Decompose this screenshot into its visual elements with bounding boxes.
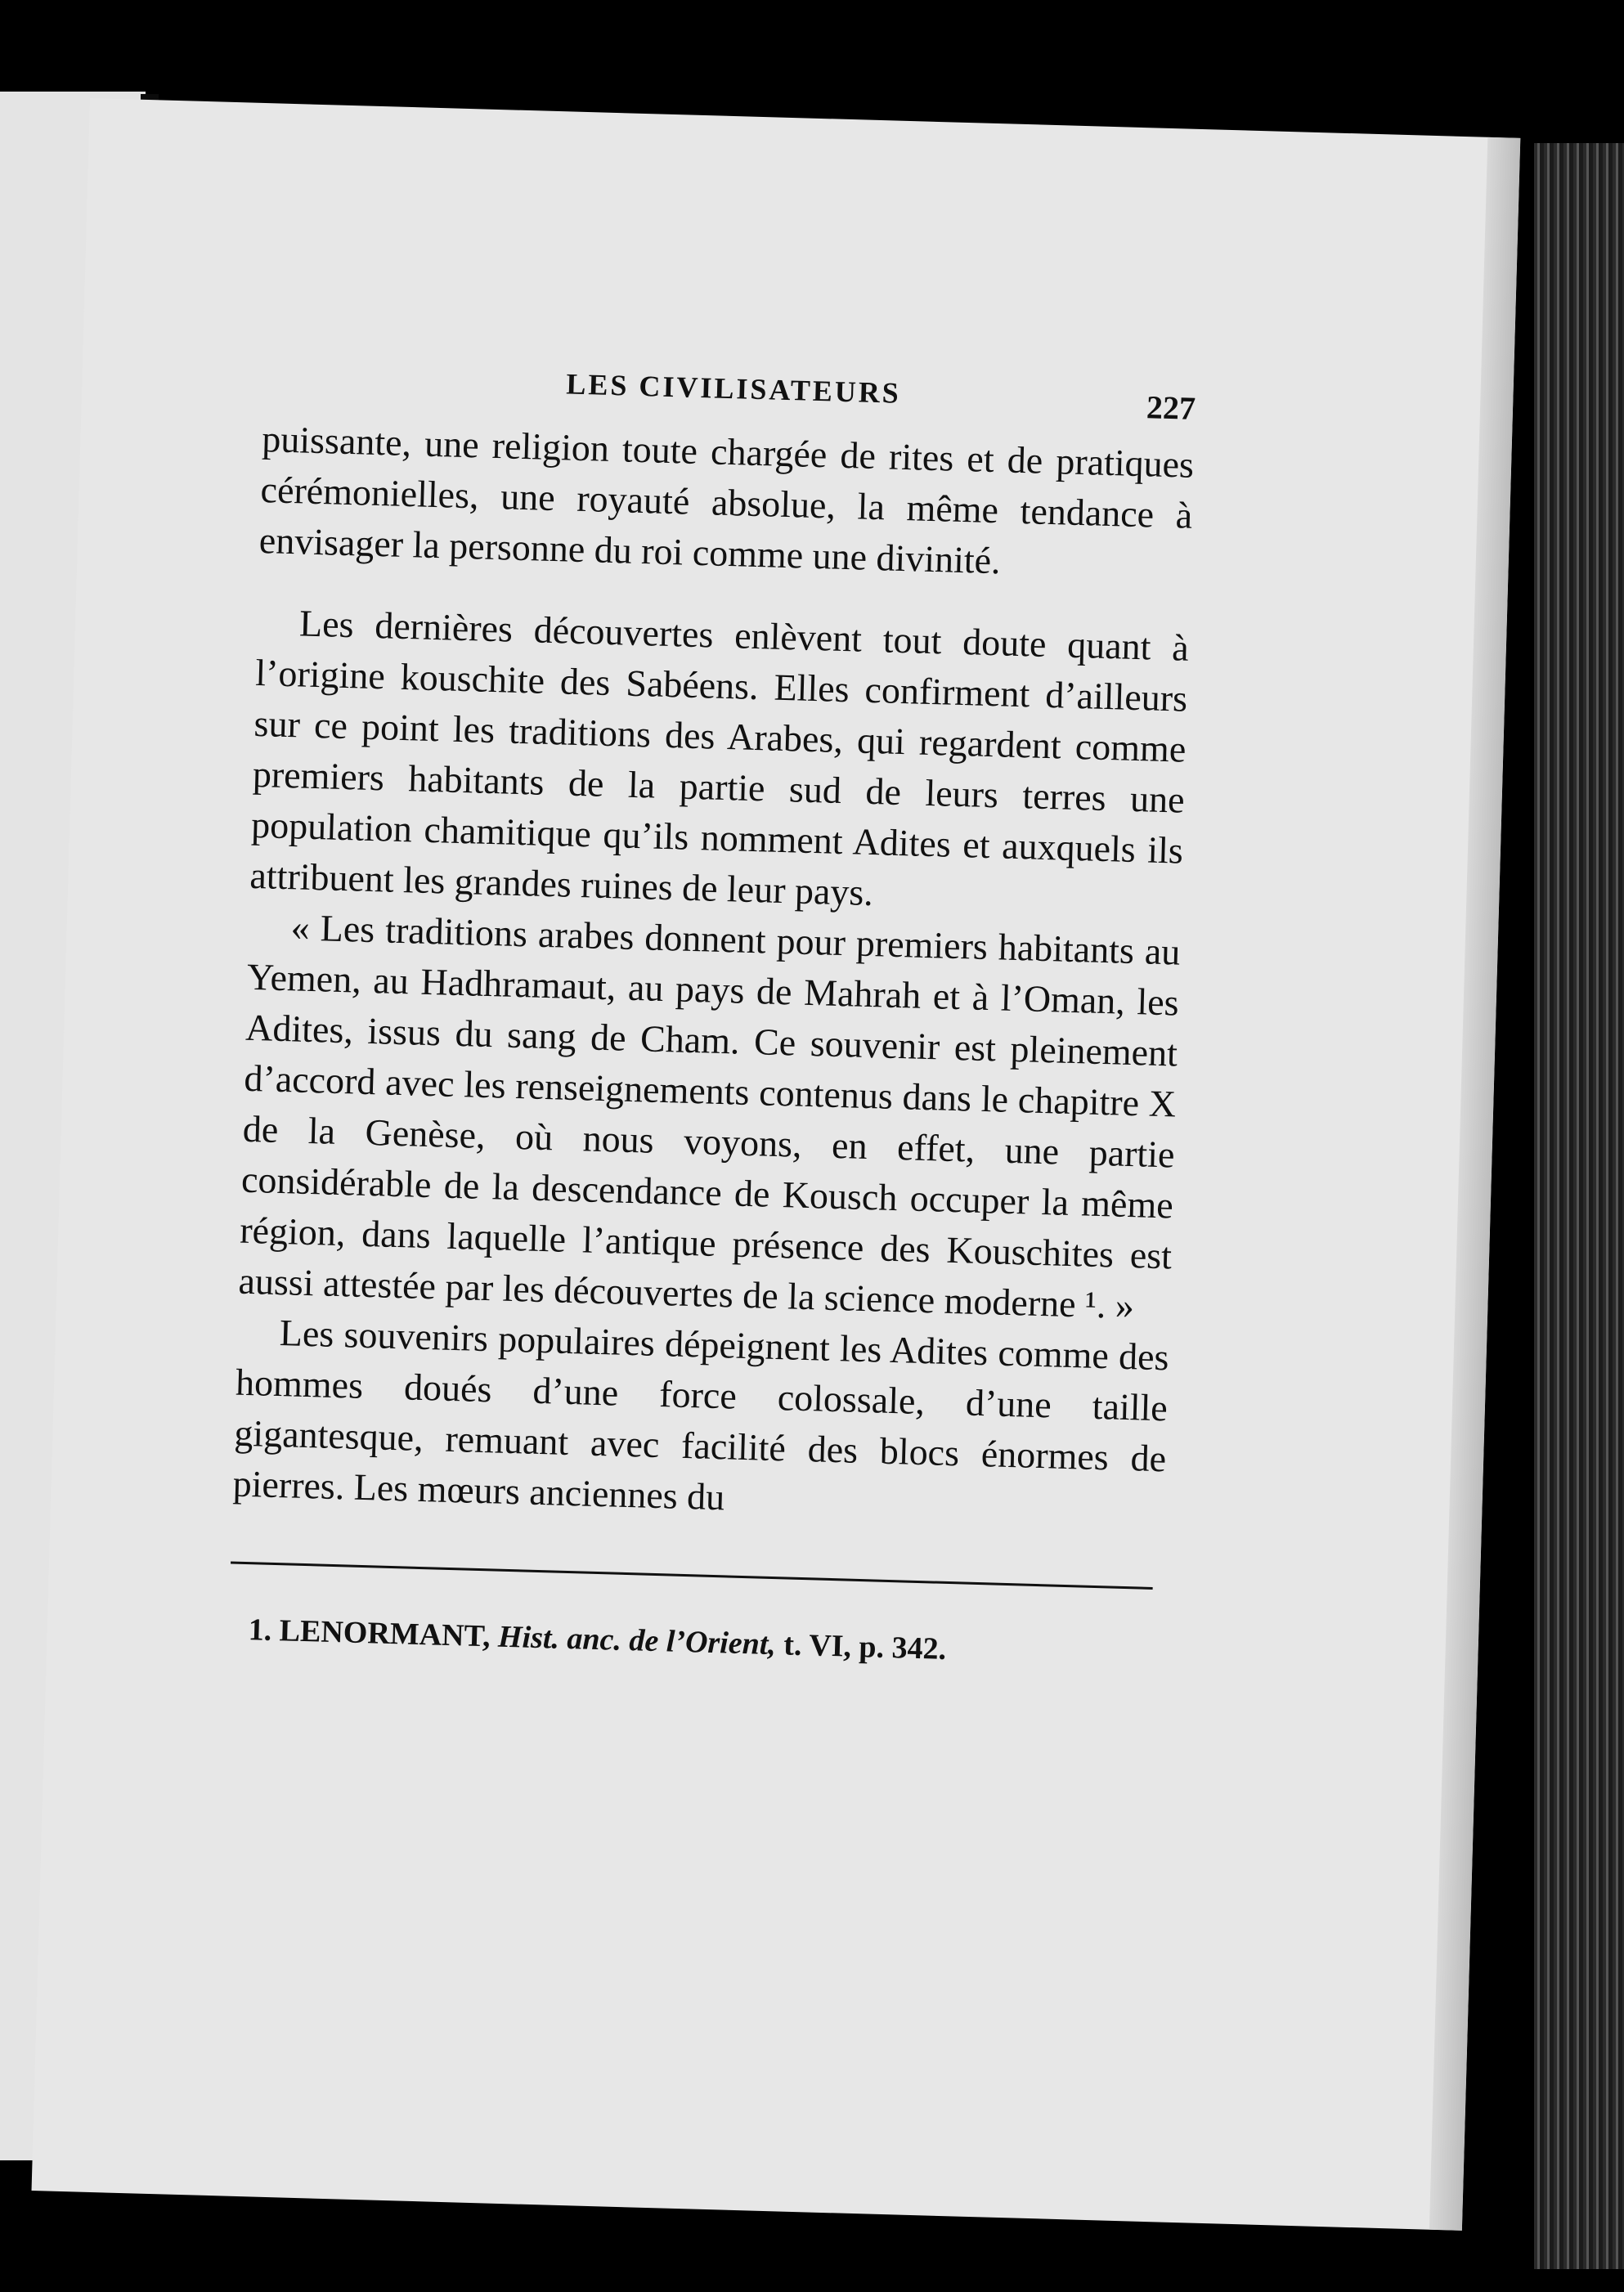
page-number: 227	[1146, 388, 1196, 427]
footnote-reference: t. VI, p. 342.	[783, 1627, 947, 1666]
paragraph: puissante, une religion toute chargée de rites et de pratiques cérémonielles, une royauté absolue, la même tendance à envisager la personne du roi comme une divinité.	[258, 418, 1195, 582]
footnote-marker: 1.	[248, 1612, 272, 1648]
page-content	[228, 358, 1196, 1673]
paragraph-quotation: « Les traditions arabes donnent pour premiers habitants au Yemen, au Hadhramaut, au pays de Mahrah et à l’Oman, les Adites, issus du sang de Cham. Ce souvenir est pleinement d’accord avec les renseignements contenus dans le chapitre X de la Genèse, où nous voyons, en effet, une partie considérable de la descendance de Kousch occuper la même région, dans laquelle l’antique présence des Kouschites est aussi attestée par les découvertes de la science moderne ¹. »	[237, 906, 1182, 1327]
book-page	[32, 98, 1521, 2231]
body-text	[232, 414, 1195, 1535]
footnote	[248, 1612, 1161, 1673]
running-title: LES CIVILISATEURS	[565, 367, 902, 410]
footnote-author: LENORMANT,	[279, 1613, 491, 1654]
page-stack-edge	[1534, 143, 1624, 2269]
paragraph: Les souvenirs populaires dépeignent les Adites comme des hommes doués d’une force colossale, d’une taille gigantesque, remuant avec facilité des blocs énormes de pierres. Les mœurs anciennes du	[232, 1312, 1170, 1518]
page-edge-shadow	[1429, 137, 1520, 2231]
footnote-title: Hist. anc. de l’Orient,	[497, 1619, 777, 1662]
footnote-rule	[231, 1562, 1153, 1590]
paragraph: Les dernières découvertes enlèvent tout doute quant à l’origine kouschite des Sabéens. Elles confirment d’ailleurs sur ce point les traditions des Arabes, qui regardent comme premiers habitants de la partie sud de leurs terres une population chamitique qu’ils nomment Adites et auxquels ils attribuent les grandes ruines de leur pays.	[249, 602, 1190, 914]
